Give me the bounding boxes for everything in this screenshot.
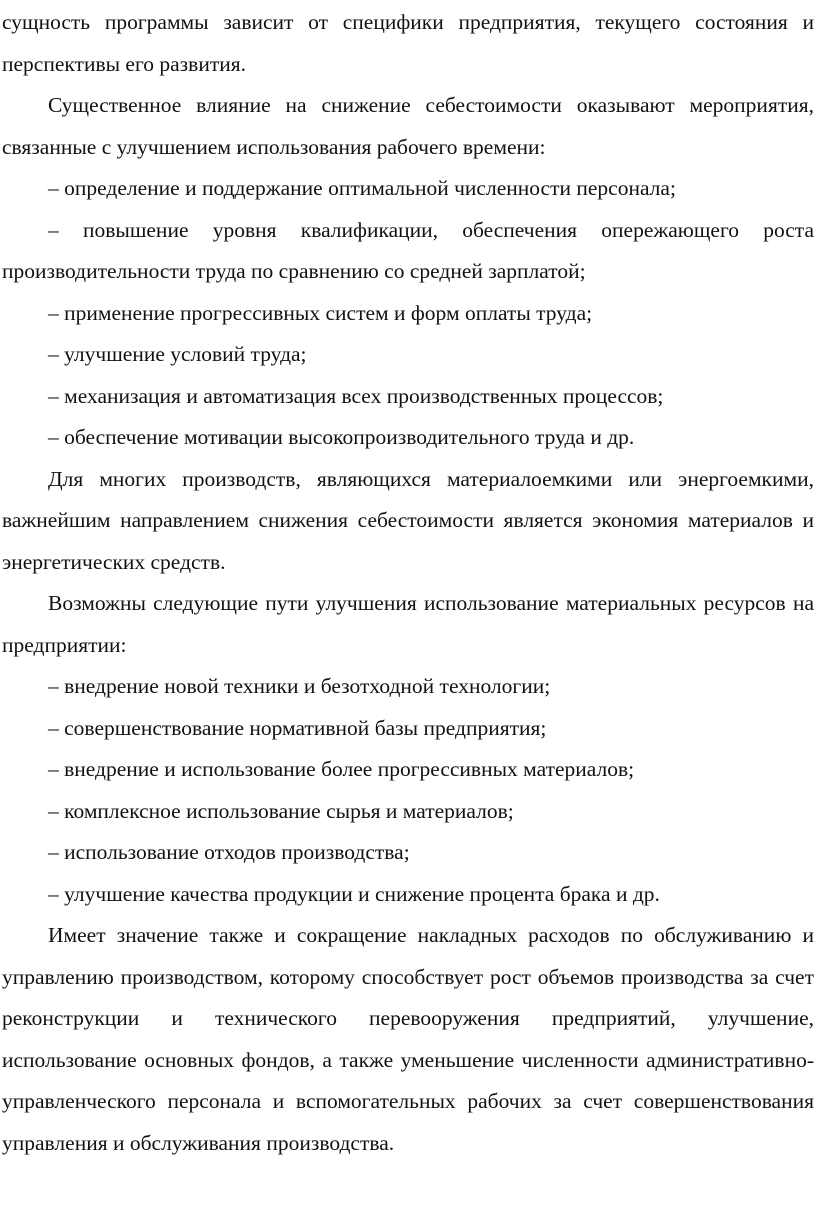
list-item-staffing: – определение и поддержание оптимальной численности персонала; [48,176,676,200]
paragraph-material-ways-intro: Возможны следующие пути улучшения использование материальных ресурсов на предприятии: [2,591,814,657]
paragraph-overhead-reduction: Имеет значение также и сокращение накладных расходов по обслуживанию и управлению производством, которому способствует рост объемов производства за счет реконструкции и технического перевооружения предприятий, улучшение, использование основных фондов, а также уменьшение численности административно-управленческого персонала и вспомогательных рабочих за счет совершенствования управления и обслуживания производства. [2,923,814,1155]
paragraph-cost-reduction-intro: Существенное влияние на снижение себестоимости оказывают мероприятия, связанные с улучшением использования рабочего времени: [2,93,814,159]
list-item-pay-systems: – применение прогрессивных систем и форм оплаты труда; [48,300,593,325]
list-item-quality: – улучшение качества продукции и снижение процента брака и др. [48,881,660,906]
paragraph-material-saving: Для многих производств, являющихся материалоемкими или энергоемкими, важнейшим направлением снижения себестоимости является экономия материалов и энергетических средств. [2,466,814,574]
list-item-progressive-materials: – внедрение и использование более прогрессивных материалов; [48,757,635,781]
list-item-new-technology: – внедрение новой техники и безотходной технологии; [48,674,551,698]
list-item-work-conditions: – улучшение условий труда; [48,342,307,366]
list-item-automation: – механизация и автоматизация всех производственных процессов; [48,383,664,408]
list-item-normative-base: – совершенствование нормативной базы предприятия; [48,715,547,740]
list-item-motivation: – обеспечение мотивации высокопроизводительного труда и др. [48,425,635,449]
list-item-complex-use: – комплексное использование сырья и материалов; [48,798,514,823]
list-item-qualification: – повышение уровня квалификации, обеспечения опережающего роста производительности труда по сравнению со средней зарплатой; [2,217,814,283]
paragraph-continuation: сущность программы зависит от специфики предприятия, текущего состояния и перспективы его развития. [2,10,814,76]
list-item-waste-use: – использование отходов производства; [48,840,410,864]
